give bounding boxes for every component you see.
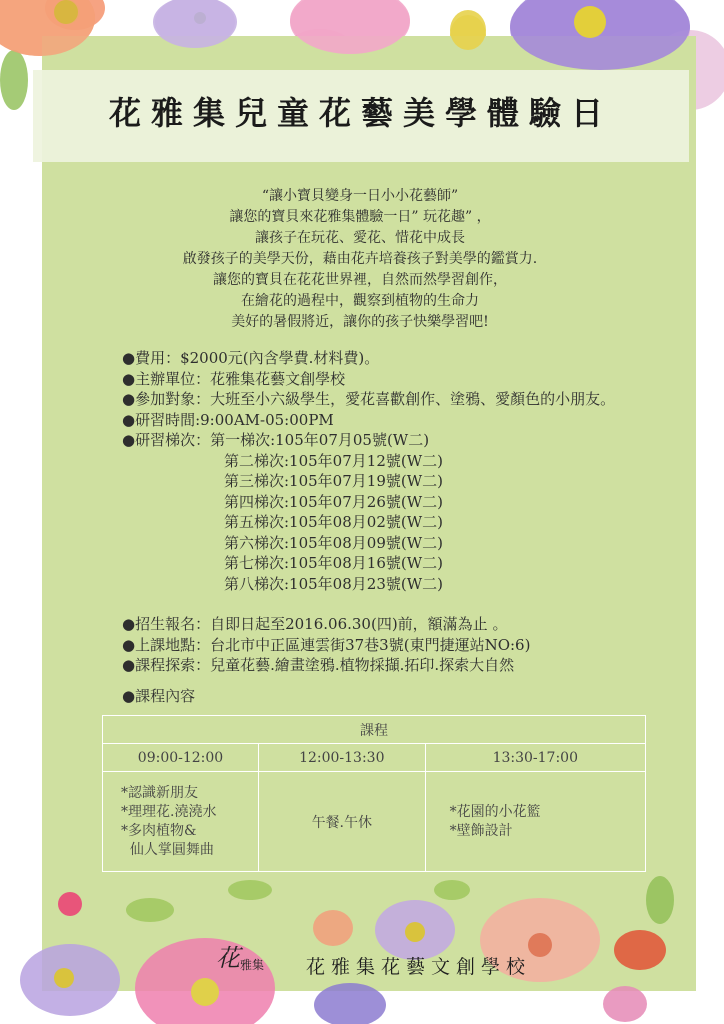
- afternoon-activities: [425, 772, 645, 872]
- time-slot-noon: 12:00-13:30: [259, 744, 426, 772]
- time-slot-morning: 09:00-12:00: [103, 744, 259, 772]
- morning-activities: [103, 772, 259, 872]
- content-label: ●課程內容: [122, 686, 196, 705]
- session-line: 第三梯次:105年07月19號(W二): [224, 472, 443, 490]
- session-line: 第八梯次:105年08月23號(W二): [224, 574, 443, 593]
- purple-flower-icon: [20, 944, 120, 1016]
- target-line: ●參加對象：大班至小六級學生，愛花喜歡創作、塗鴉、愛顏色的小朋友。: [122, 390, 616, 408]
- top-flower-overlay: [0, 0, 724, 70]
- intro-line: 啟發孩子的美學天份，藉由花卉培養孩子對美學的鑑賞力.: [182, 251, 538, 267]
- red-flower-icon: [614, 930, 666, 970]
- logo-sub: 雅集: [240, 958, 265, 972]
- activity-item: *理理花.澆澆水: [121, 803, 217, 820]
- small-pink-flower-icon: [58, 892, 82, 916]
- activity-item: 仙人掌圓舞曲: [121, 841, 214, 858]
- intro-line: 在繪花的過程中，觀察到植物的生命力: [241, 293, 479, 309]
- session-line: 第六梯次:105年08月09號(W二): [224, 533, 443, 552]
- location-line: ●上課地點：台北市中正區連雲街37巷3號(東門捷運站NO:6): [122, 635, 531, 654]
- session-line: 第二梯次:105年07月12號(W二): [224, 451, 443, 470]
- session-line: 第五梯次:105年08月02號(W二): [224, 513, 443, 531]
- logo-glyph: 花: [216, 944, 240, 972]
- session-line: 第四梯次:105年07月26號(W二): [224, 492, 443, 511]
- peach-flower-icon: [313, 910, 353, 946]
- session-line: ●研習梯次：第一梯次:105年07月05號(W二): [122, 431, 430, 449]
- activity-item: *壁飾設計: [449, 822, 513, 839]
- school-logo: [212, 938, 292, 978]
- time-slot-afternoon: 13:30-17:00: [425, 744, 645, 772]
- time-line: ●研習時間:9:00AM-05:00PM: [122, 410, 334, 429]
- blue-flower-icon: [314, 983, 386, 1024]
- noon-activity: 午餐.午休: [259, 772, 426, 872]
- intro-line: 讓孩子在玩花、愛花、惜花中成長: [255, 230, 465, 246]
- page-title: 花雅集兒童花藝美學體驗日: [108, 94, 613, 132]
- signup-line: ●招生報名：自即日起至2016.06.30(四)前，額滿為止 。: [122, 615, 508, 633]
- bottom-flower-decoration: [0, 870, 724, 1024]
- intro-line: 讓您的寶貝在花花世界裡，自然而然學習創作，: [213, 272, 507, 288]
- magenta-flower-icon: [603, 986, 647, 1022]
- footer-school-name: 花雅集花藝文創學校: [306, 956, 532, 978]
- fee-line: ●費用：$2000元(內含學費.材料費)。: [122, 349, 380, 367]
- intro-line: “讓小寶貝變身一日小小花藝師”: [261, 188, 459, 204]
- explore-line: ●課程探索：兒童花藝.繪畫塗鴉.植物採擷.拓印.探索大自然: [122, 656, 515, 674]
- activity-item: *花園的小花籃: [449, 803, 541, 820]
- activity-item: *認識新朋友: [121, 784, 198, 801]
- session-line: 第七梯次:105年08月16號(W二): [224, 554, 443, 572]
- activity-item: *多肉植物&: [121, 822, 197, 839]
- info-section: [122, 348, 702, 706]
- intro-line: 讓您的寶貝來花雅集體驗一日” 玩花趣” ，: [229, 209, 491, 225]
- violet-flower-icon: [375, 900, 455, 960]
- organizer-line: ●主辦單位：花雅集花藝文創學校: [122, 369, 346, 388]
- course-table-header: 課程: [103, 716, 646, 744]
- course-table: [102, 715, 646, 872]
- intro-text: [120, 186, 600, 333]
- intro-line: 美好的暑假將近，讓你的孩子快樂學習吧!: [231, 314, 489, 330]
